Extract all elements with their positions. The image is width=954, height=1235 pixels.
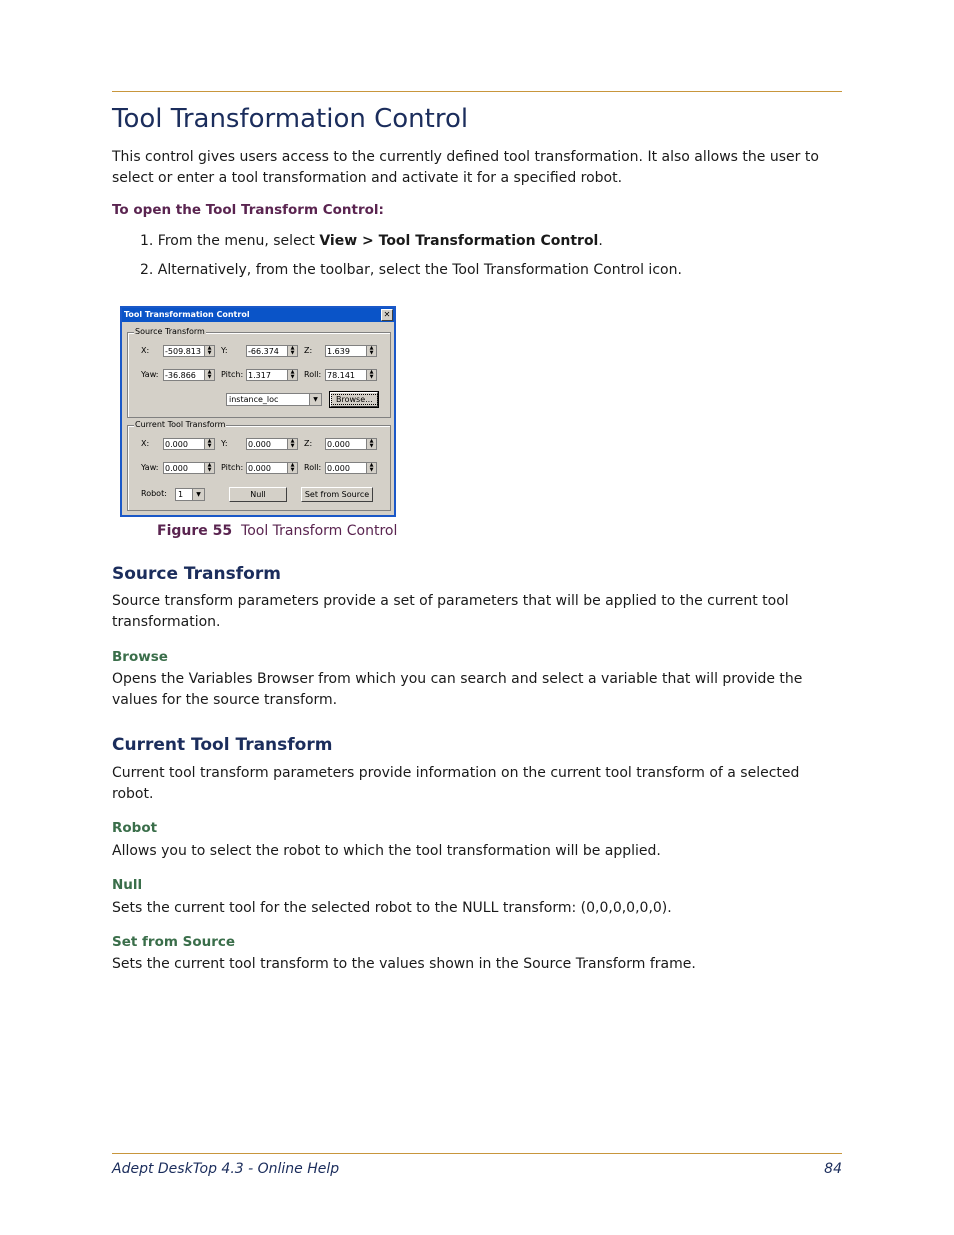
current-x-value: 0.000 [165,440,188,449]
robot-label: Robot: [141,489,167,498]
browse-button-label: Browse... [331,394,378,405]
step-1-suffix: . [598,233,603,249]
current-roll-label: Roll: [304,463,322,472]
source-z-spinner[interactable]: ▲ ▼ [366,345,377,357]
current-tool-transform-text: Current tool transform parameters provide information on the current tool transform of a selected robot. [112,765,800,802]
source-y-label: Y: [221,346,228,355]
current-x-label: X: [141,439,150,448]
set-from-source-heading: Set from Source [112,934,236,950]
source-x-value: -509.813 [165,347,201,356]
browse-text: Opens the Variables Browser from which you can search and select a variable that will provide the values for the source transform. [112,671,803,708]
source-transform-label: Source Transform [135,327,205,336]
figure-number: Figure 55 [157,523,233,539]
current-yaw-value: 0.000 [165,464,188,473]
current-x-spinner[interactable]: ▲ ▼ [204,438,215,450]
step-2: 2. Alternatively, from the toolbar, select the Tool Transformation Control icon. [140,262,682,278]
source-y-value: -66.374 [248,347,279,356]
source-variable-value: instance_loc [229,395,279,404]
source-roll-spinner[interactable]: ▲ ▼ [366,369,377,381]
source-yaw-value: -36.866 [165,371,196,380]
source-yaw-spinner[interactable]: ▲ ▼ [204,369,215,381]
close-icon[interactable]: ✕ [381,309,393,321]
current-yaw-label: Yaw: [141,463,159,472]
current-pitch-label: Pitch: [221,463,244,472]
robot-heading: Robot [112,820,158,836]
tool-transformation-dialog [120,306,396,517]
current-z-label: Z: [304,439,313,448]
current-tool-transform-heading: Current Tool Transform [112,735,333,755]
browse-heading: Browse [112,649,168,665]
source-x-spinner[interactable]: ▲ ▼ [204,345,215,357]
current-pitch-spinner[interactable]: ▲ ▼ [287,462,298,474]
source-x-label: X: [141,346,150,355]
robot-select-value: 1 [178,490,184,499]
source-z-value: 1.639 [327,347,350,356]
source-transform-text: Source transform parameters provide a set of parameters that will be applied to the current tool transformation. [112,593,789,630]
current-z-value: 0.000 [327,440,350,449]
current-y-spinner[interactable]: ▲ ▼ [287,438,298,450]
current-roll-spinner[interactable]: ▲ ▼ [366,462,377,474]
browse-button[interactable] [330,392,378,407]
step-1 [140,233,603,249]
figure-caption [157,523,397,539]
open-heading: To open the Tool Transform Control: [112,202,384,218]
footer-product: Adept DeskTop 4.3 - Online Help [112,1161,340,1177]
current-z-spinner[interactable]: ▲ ▼ [366,438,377,450]
dialog-titlebar [122,308,394,322]
set-from-source-text: Sets the current tool transform to the values shown in the Source Transform frame. [112,956,696,972]
set-from-source-button[interactable]: Set from Source [301,487,373,502]
chevron-down-icon[interactable]: ▼ [192,489,204,500]
current-tool-transform-label: Current Tool Transform [135,420,226,429]
source-transform-heading: Source Transform [112,564,281,584]
null-button[interactable]: Null [229,487,287,502]
source-y-spinner[interactable]: ▲ ▼ [287,345,298,357]
source-roll-label: Roll: [304,370,322,379]
current-yaw-spinner[interactable]: ▲ ▼ [204,462,215,474]
current-tool-transform-group [127,420,391,511]
source-pitch-value: 1.317 [248,371,271,380]
robot-select[interactable] [175,488,205,501]
current-pitch-value: 0.000 [248,464,271,473]
chevron-down-icon[interactable]: ▼ [309,394,321,405]
null-heading: Null [112,877,143,893]
step-1-prefix: 1. From the menu, select [140,233,320,249]
page-title: Tool Transformation Control [112,104,469,134]
current-y-value: 0.000 [248,440,271,449]
current-roll-value: 0.000 [327,464,350,473]
page-number: 84 [824,1161,842,1177]
source-yaw-label: Yaw: [141,370,159,379]
source-transform-group [127,327,391,418]
figure-caption-text: Tool Transform Control [241,523,398,539]
source-roll-value: 78.141 [327,371,355,380]
intro-paragraph: This control gives users access to the currently defined tool transformation. It also allows the user to select or enter a tool transformation and activate it for a specified robot. [112,149,819,186]
footer-rule [112,1153,842,1154]
dialog-title: Tool Transformation Control [124,310,250,319]
source-pitch-spinner[interactable]: ▲ ▼ [287,369,298,381]
header-rule [112,91,842,92]
robot-text: Allows you to select the robot to which the tool transformation will be applied. [112,843,661,859]
source-pitch-label: Pitch: [221,370,244,379]
current-y-label: Y: [221,439,228,448]
step-1-menu-path: View > Tool Transformation Control [319,233,599,249]
null-text: Sets the current tool for the selected robot to the NULL transform: (0,0,0,0,0,0). [112,900,672,916]
source-variable-select[interactable] [226,393,322,406]
source-z-label: Z: [304,346,313,355]
